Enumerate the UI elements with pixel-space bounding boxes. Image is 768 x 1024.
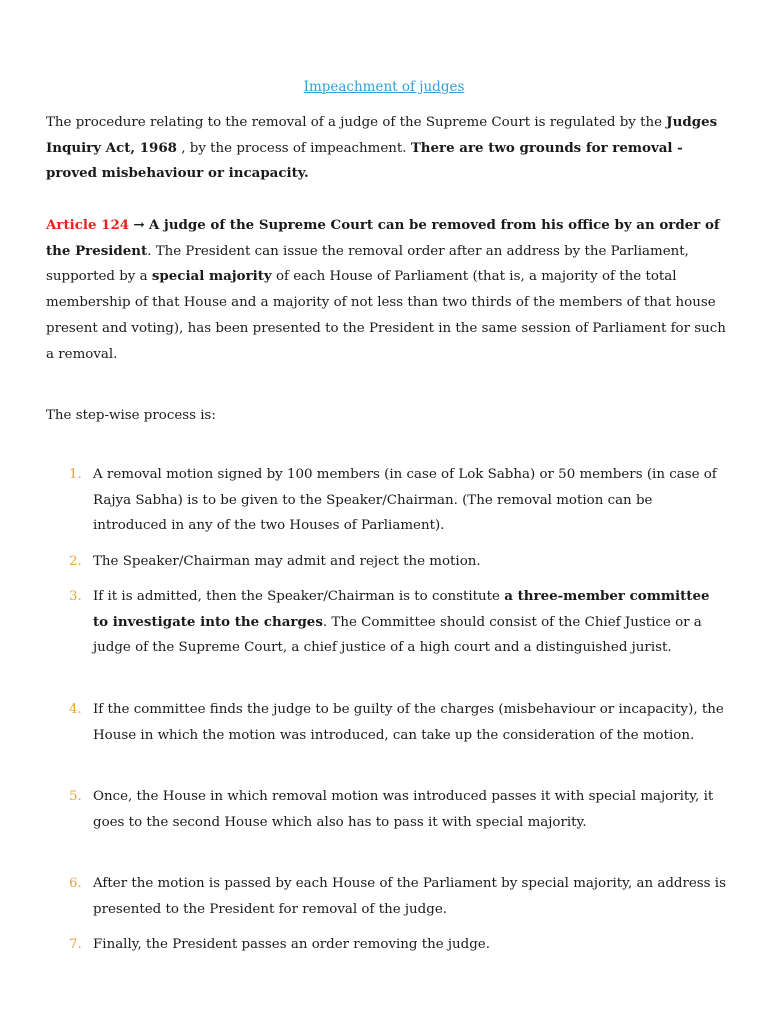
intro-text-1: The procedure relating to the removal of a judge of the Supreme Court is regulated by the bbox=[46, 115, 667, 130]
step-text-post: . The Committee should consist of the Chief Justice or a judge of the Supreme Court, a chief justice of a high court and a distinguished jurist. bbox=[93, 614, 702, 656]
step-text: A removal motion signed by 100 members (in case of Lok Sabha) or 50 members (in case of Rajya Sabha) is to be given to the Speaker/Chairman. (The removal motion can be introduced in any of the two Houses of Parliament). bbox=[93, 467, 717, 534]
document-title: Impeachment of judges bbox=[303, 79, 465, 95]
step-number: 3. bbox=[69, 589, 82, 604]
step-number: 6. bbox=[69, 876, 82, 891]
step-text: After the motion is passed by each House of the Parliament by special majority, an address is presented to the President for removal of the judge. bbox=[93, 876, 726, 917]
special-majority: special majority bbox=[151, 268, 272, 285]
intro-text-2: , by the process of impeachment. bbox=[177, 140, 411, 156]
grounds-statement: There are two grounds for removal - proved misbehaviour or incapacity. bbox=[46, 139, 683, 182]
article-text-1: . The President can issue the removal order after an address by the Parliament, supported by a bbox=[46, 243, 689, 285]
act-name: Judges Inquiry Act, 1968 bbox=[46, 114, 718, 156]
article-label: Article 124 bbox=[46, 217, 130, 233]
article-text-2: of each House of Parliament (that is, a majority of the total membership of that House and a majority of not less than two thirds of the members of that house present and voting), has been presented to the President in the same session of Parliament for such a removal. bbox=[46, 269, 726, 362]
step-text: If the committee finds the judge to be guilty of the charges (misbehaviour or incapacity), the House in which the motion was introduced, can take up the consideration of the motion. bbox=[93, 702, 724, 743]
stepwise-heading: The step-wise process is: bbox=[46, 408, 216, 423]
article-paragraph bbox=[46, 213, 736, 367]
arrow-icon: → bbox=[133, 217, 145, 233]
step-number: 2. bbox=[69, 554, 82, 569]
step-text: Once, the House in which removal motion was introduced passes it with special majority, it goes to the second House which also has to pass it with special majority. bbox=[93, 789, 714, 830]
step-number: 7. bbox=[69, 937, 82, 952]
step-text-pre: If it is admitted, then the Speaker/Chairman is to constitute bbox=[93, 589, 505, 604]
step-number: 5. bbox=[69, 789, 82, 804]
committee-phrase: a three-member committee to investigate into the charges bbox=[93, 588, 710, 630]
intro-paragraph bbox=[46, 110, 736, 187]
step-text bbox=[93, 584, 729, 661]
step-text: Finally, the President passes an order removing the judge. bbox=[93, 937, 490, 952]
step-number: 4. bbox=[69, 702, 82, 717]
step-text: The Speaker/Chairman may admit and reject the motion. bbox=[93, 554, 481, 569]
step-number: 1. bbox=[69, 467, 82, 482]
article-bold-statement: A judge of the Supreme Court can be removed from his office by an order of the President bbox=[46, 217, 720, 259]
